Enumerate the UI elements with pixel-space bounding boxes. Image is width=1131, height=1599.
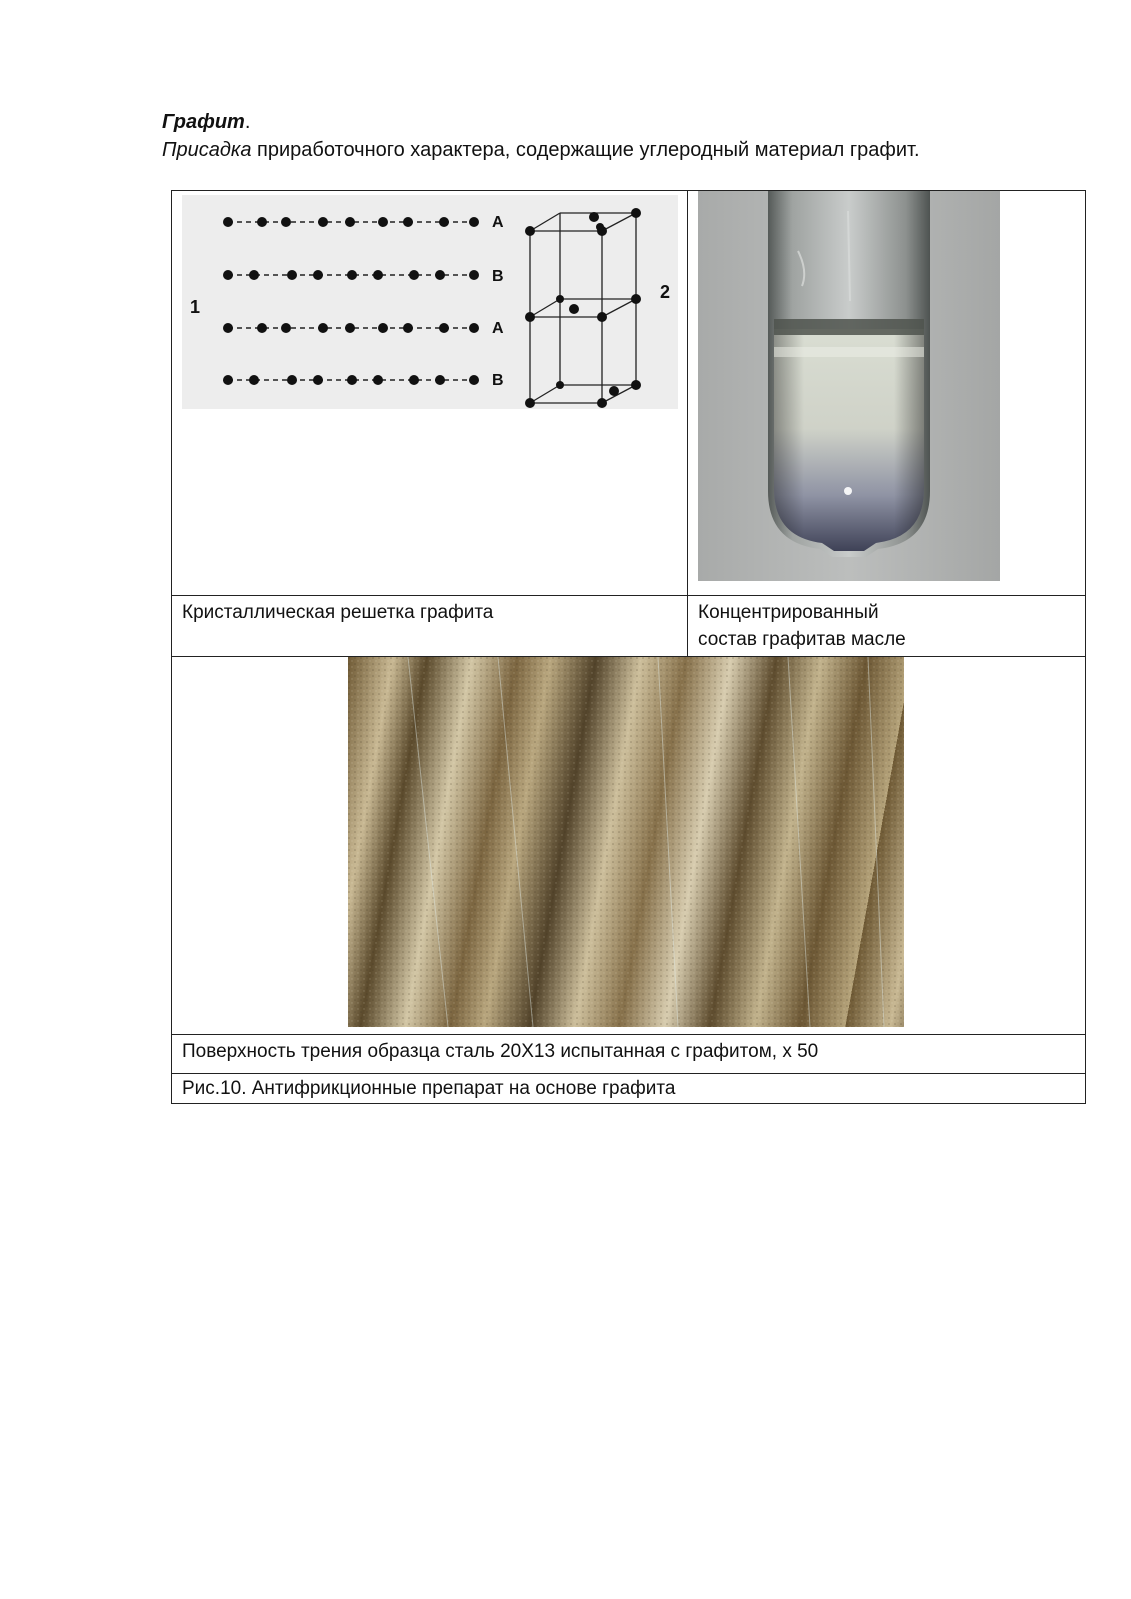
caption-tube-line2: состав графитав масле	[698, 629, 906, 650]
lattice-diagram	[182, 195, 678, 415]
light-reflection	[844, 487, 852, 495]
heading-block	[162, 108, 920, 164]
test-tube-photo	[698, 191, 1000, 581]
heading-title-line	[162, 108, 920, 136]
oil-meniscus	[774, 319, 924, 335]
layer-label-b1: B	[492, 268, 504, 285]
caption-tube-line1: Концентрированный	[698, 602, 879, 623]
caption-lattice-cell	[172, 596, 688, 657]
intro-rest: приработочного характера, содержащие углеродный материал графит.	[251, 139, 920, 161]
layer-label-a2: A	[492, 320, 504, 337]
diagram-label-1: 1	[190, 297, 201, 317]
caption-surface-cell	[172, 1035, 1086, 1074]
layer-label-a1: A	[492, 214, 504, 231]
intro-sentence	[162, 136, 920, 164]
section-title: Графит	[162, 111, 245, 133]
friction-surface-photo	[348, 657, 904, 1027]
caption-lattice: Кристаллическая решетка графита	[182, 602, 494, 623]
figure-title-cell	[172, 1074, 1086, 1104]
surface-cell	[172, 657, 1086, 1035]
lattice-cell	[172, 191, 688, 596]
figure-table	[171, 190, 1086, 1104]
additive-word: Присадка	[162, 139, 252, 161]
title-period: .	[244, 111, 251, 133]
tube-cell	[688, 191, 1086, 596]
figure-title: Рис.10. Антифрикционные препарат на основе графита	[182, 1078, 676, 1099]
layer-label-b2: B	[492, 372, 504, 389]
diagram-label-2: 2	[660, 282, 671, 302]
caption-tube-cell	[688, 596, 1086, 657]
caption-surface: Поверхность трения образца сталь 20Х13 испытанная с графитом, х 50	[182, 1041, 819, 1062]
